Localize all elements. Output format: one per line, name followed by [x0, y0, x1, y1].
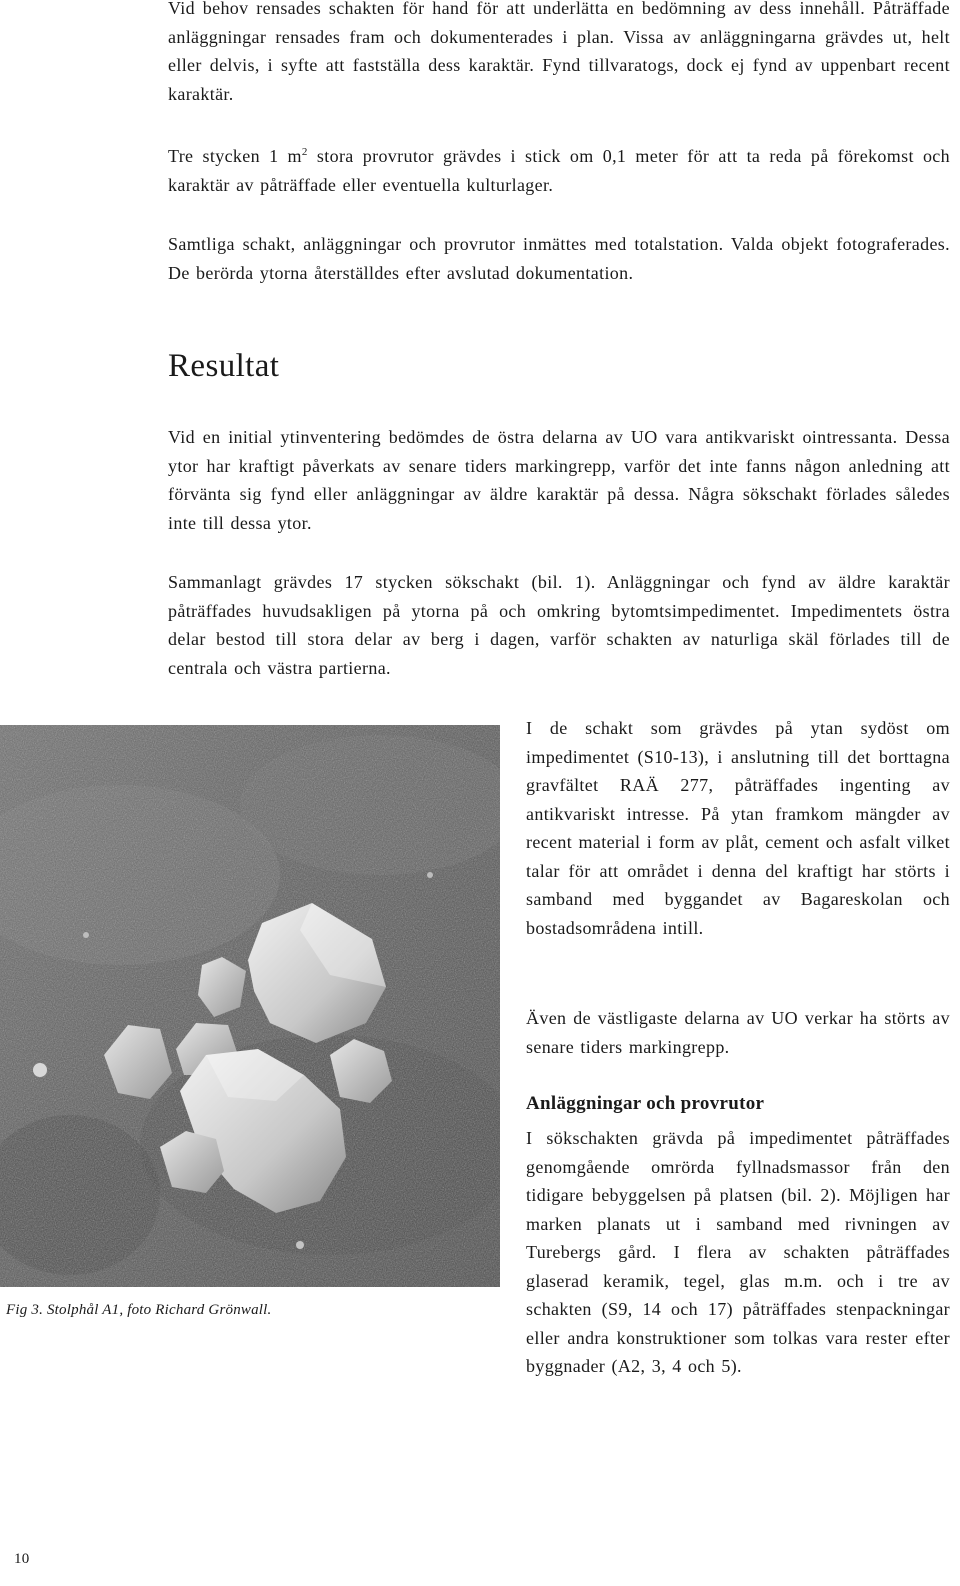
subheading-anlaggningar: Anläggningar och provrutor [526, 1093, 765, 1114]
results-paragraph-1: Vid en initial ytinventering bedömdes de östra delarna av UO vara antikvariskt ointressanta. Dessa ytor har kraftigt påverkats av senare tiders markingrepp, varför det inte fanns någon anledning att förvänta sig fynd eller anläggningar av äldre karaktär på dessa. Några sökschakt förlades således inte till dessa ytor. [168, 427, 950, 533]
right-paragraph-2: Även de västligaste delarna av UO verkar ha störts av senare tiders markingrepp. [526, 1008, 950, 1057]
intro-paragraph-2 [168, 142, 950, 199]
p2-text-a: Tre stycken 1 m [168, 146, 302, 166]
intro-paragraph-1: Vid behov rensades schakten för hand för att underlätta en bedömning av dess innehåll. Påträffade anläggningar rensades fram och dokumenterades i plan. Vissa av anläggningarna grävdes ut, helt eller delvis, i syfte att fastställa dess karaktär. Fynd tillvaratogs, dock ej fynd av uppenbart recent karaktär. [168, 0, 950, 104]
intro-paragraph-3: Samtliga schakt, anläggningar och provrutor inmättes med totalstation. Valda objekt fotograferades. De berörda ytorna återställdes efter avslutad dokumentation. [168, 234, 950, 283]
stone-photo [0, 725, 500, 1287]
figure-caption: Fig 3. Stolphål A1, foto Richard Grönwall. [6, 1302, 272, 1318]
right-paragraph-3: I sökschakten grävda på impedimentet påträffades genomgående omrörda fyllnadsmassor från den tidigare bebyggelsen på platsen (bil. 2). Möjligen har marken planats ut i samband med rivningen av Turebergs gård. I flera av schakten påträffades glaserad keramik, tegel, glas m.m. och i tre av schakten (S9, 14 och 17) påträffades stenpackningar eller andra konstruktioner som tolkas vara rester efter byggnader (A2, 3, 4 och 5). [526, 1128, 950, 1376]
page-number: 10 [14, 1551, 30, 1567]
p2-text-b: stora provrutor grävdes i stick om 0,1 meter för att ta reda på förekomst och karaktär av påträffade eller eventuella kulturlager. [168, 146, 950, 195]
superscript-2: 2 [301, 146, 308, 158]
right-paragraph-1: I de schakt som grävdes på ytan sydöst om impedimentet (S10-13), i anslutning till det borttagna gravfältet RAÄ 277, påträffades ingenting av antikvariskt intresse. På ytan framkom mängder av recent material i form av plåt, cement och asfalt vilket talar för att området i denna del kraftigt har störts i samband med byggandet av Bagareskolan och bostadsområdena intill. [526, 718, 950, 938]
section-heading-resultat: Resultat [168, 348, 280, 384]
results-paragraph-2: Sammanlagt grävdes 17 stycken sökschakt (bil. 1). Anläggningar och fynd av äldre karaktär påträffades huvudsakligen på ytorna på och omkring bytomtsimpedimentet. Impedimentets östra delar bestod till stora delar av berg i dagen, varför schakten av naturliga skäl förlades till de centrala och västra partierna. [168, 572, 950, 678]
